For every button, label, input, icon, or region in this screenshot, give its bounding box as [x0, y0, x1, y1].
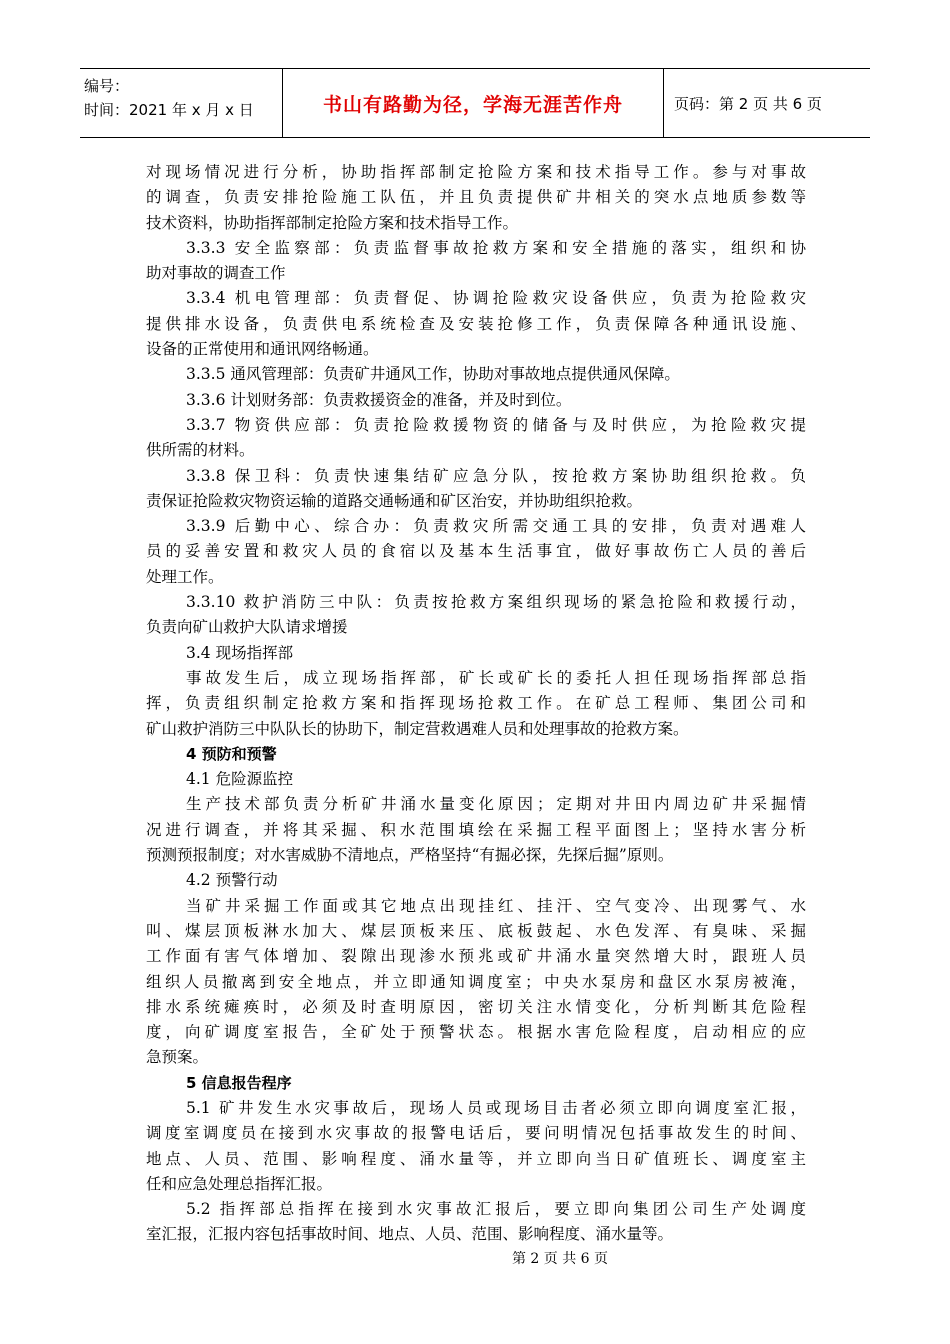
section-heading: 5 信息报告程序	[186, 1073, 292, 1092]
text-line: 设备的正常使用和通讯网络畅通。	[146, 340, 379, 359]
text-line: 调度室调度员在接到水灾事故的报警电话后，要问明情况包括事故发生的时间、	[146, 1124, 806, 1143]
text-line: 3.3.7 物资供应部：负责抢险救援物资的储备与及时供应，为抢险救灾提	[186, 415, 806, 434]
section-heading: 4 预防和预警	[186, 744, 277, 763]
text-line: 3.3.3 安全监察部：负责监督事故抢救方案和安全措施的落实，组织和协	[186, 238, 806, 257]
text-line: 挥，负责组织制定抢救方案和指挥现场抢救工作。在矿总工程师、集团公司和	[146, 694, 806, 713]
text-line: 员的妥善安置和救灾人员的食宿以及基本生活事宜，做好事故伤亡人员的善后	[146, 542, 806, 561]
header-motto: 书山有路勤为径，学海无涯苦作舟	[322, 93, 623, 116]
text-line: 3.3.6 计划财务部：负责救援资金的准备，并及时到位。	[186, 390, 572, 409]
text-line: 助对事故的调查工作	[146, 264, 286, 283]
page-footer: 第 2 页 共 6 页	[511, 1251, 609, 1267]
text-line: 5.2 指挥部总指挥在接到水灾事故汇报后，要立即向集团公司生产处调度	[186, 1200, 806, 1219]
document-body	[146, 160, 806, 1248]
text-line: 4.2 预警行动	[186, 871, 278, 890]
text-line: 任和应急处理总指挥汇报。	[146, 1174, 333, 1193]
text-line: 责保证抢险救灾物资运输的道路交通畅通和矿区治安，并协助组织抢救。	[146, 491, 643, 510]
text-line: 室汇报，汇报内容包括事故时间、地点、人员、范围、影响程度、涌水量等。	[146, 1225, 674, 1244]
text-line: 3.3.4 机电管理部：负责督促、协调抢险救灾设备供应，负责为抢险救灾	[186, 289, 806, 308]
text-line: 排水系统瘫痪时，必须及时查明原因，密切关注水情变化，分析判断其危险程	[146, 997, 806, 1016]
text-line: 的调查，负责安排抢险施工队伍，并且负责提供矿井相关的突水点地质参数等	[146, 188, 806, 207]
text-line: 供所需的材料。	[146, 441, 255, 460]
text-line: 叫、煤层顶板淋水加大、煤层顶板来压、底板鼓起、水色发浑、有臭味、采掘	[146, 921, 806, 940]
text-line: 组织人员撤离到安全地点，并立即通知调度室；中央水泵房和盘区水泵房被淹，	[146, 972, 806, 991]
text-line: 负责向矿山救护大队请求增援	[146, 618, 348, 637]
document-time: 时间：2021 年 x 月 x 日	[84, 101, 254, 119]
text-line: 技术资料，协助指挥部制定抢险方案和技术指导工作。	[146, 213, 519, 232]
text-line: 3.3.9 后勤中心、综合办：负责救灾所需交通工具的安排，负责对遇难人	[186, 517, 806, 536]
document-number: 编号：	[84, 77, 130, 95]
page-header	[80, 68, 870, 138]
text-line: 生产技术部负责分析矿井涌水量变化原因；定期对井田内周边矿井采掘情	[186, 795, 806, 814]
header-meta	[80, 69, 283, 137]
text-line: 当矿井采掘工作面或其它地点出现挂红、挂汗、空气变冷、出现雾气、水	[186, 896, 806, 915]
text-line: 处理工作。	[146, 567, 224, 586]
header-page-number: 页码：第 2 页 共 6 页	[674, 94, 822, 113]
text-line: 预测预报制度；对水害威胁不清地点，严格坚持“有掘必探，先探后掘”原则。	[146, 846, 674, 865]
text-line: 矿山救护消防三中队队长的协助下，制定营救遇难人员和处理事故的抢救方案。	[146, 719, 689, 738]
header-motto-cell	[283, 69, 664, 137]
text-line: 事故发生后，成立现场指挥部，矿长或矿长的委托人担任现场指挥部总指	[186, 668, 806, 687]
text-line: 地点、人员、范围、影响程度、涌水量等，并立即向当日矿值班长、调度室主	[146, 1149, 806, 1168]
text-line: 对现场情况进行分析，协助指挥部制定抢险方案和技术指导工作。参与对事故	[146, 163, 806, 181]
text-line: 度，向矿调度室报告，全矿处于预警状态。根据水害危险程度，启动相应的应	[146, 1023, 806, 1042]
text-line: 3.3.5 通风管理部：负责矿井通风工作，协助对事故地点提供通风保障。	[186, 365, 680, 384]
text-line: 5.1 矿井发生水灾事故后，现场人员或现场目击者必须立即向调度室汇报，	[186, 1098, 806, 1117]
text-line: 况进行调查，并将其采掘、积水范围填绘在采掘工程平面图上；坚持水害分析	[146, 820, 806, 839]
text-line: 3.3.8 保卫科：负责快速集结矿应急分队，按抢救方案协助组织抢救。负	[186, 466, 806, 485]
text-line: 4.1 危险源监控	[186, 770, 294, 789]
text-line: 3.4 现场指挥部	[186, 643, 294, 662]
text-line: 3.3.10 救护消防三中队：负责按抢救方案组织现场的紧急抢险和救援行动，	[186, 593, 806, 612]
text-line: 工作面有害气体增加、裂隙出现渗水预兆或矿井涌水量突然增大时，跟班人员	[146, 947, 806, 966]
text-line: 急预案。	[146, 1048, 209, 1067]
text-line: 提供排水设备，负责供电系统检查及安装抢修工作，负责保障各种通讯设施、	[146, 314, 806, 333]
